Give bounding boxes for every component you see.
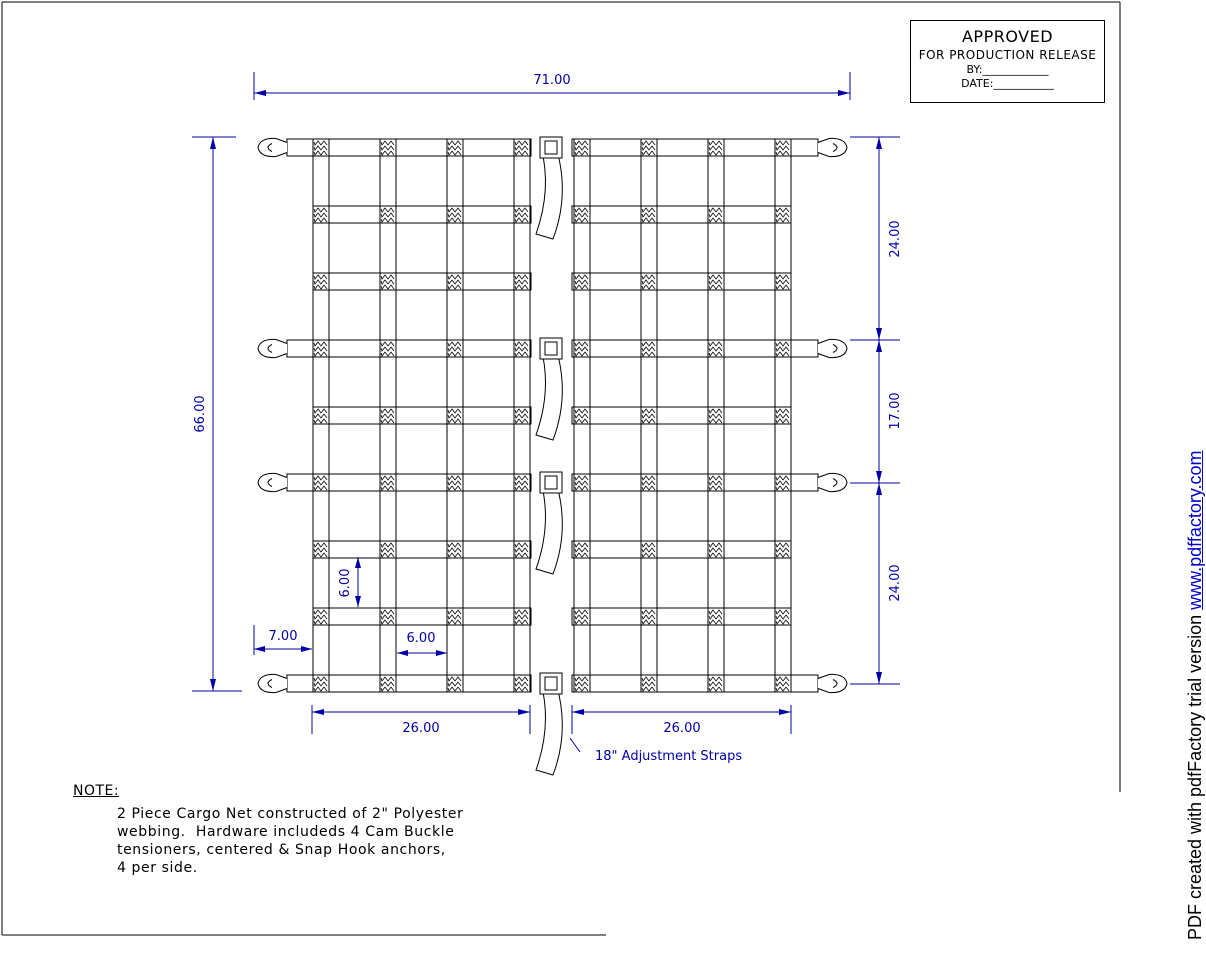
stitch-box <box>641 139 657 156</box>
stitch-box <box>380 273 396 290</box>
stitch-box <box>641 273 657 290</box>
dim-spacing-top: 24.00 <box>888 220 903 258</box>
approval-stamp <box>910 20 1105 103</box>
approval-title: APPROVED <box>961 27 1054 46</box>
stitch-box <box>641 608 657 625</box>
watermark-text: PDF created with pdfFactory trial version <box>1185 614 1205 940</box>
stitch-box <box>313 541 329 558</box>
stitch-box <box>380 340 396 357</box>
stitch-box <box>380 407 396 424</box>
stitch-box <box>708 273 724 290</box>
horizontal-strap <box>313 541 531 558</box>
stitch-box <box>775 541 791 558</box>
stitch-box <box>708 139 724 156</box>
stitch-box <box>775 608 791 625</box>
stitch-box <box>574 407 590 424</box>
stitch-box <box>447 608 463 625</box>
stitch-box <box>708 340 724 357</box>
stitch-box <box>380 608 396 625</box>
stitch-box <box>380 675 396 692</box>
adjustment-strap <box>536 348 562 440</box>
cargo-net <box>258 137 847 775</box>
stitch-box <box>641 541 657 558</box>
dim-edge-offset: 7.00 <box>268 629 298 644</box>
dim-cell-height: 6.00 <box>338 568 353 598</box>
snap-hook-icon <box>818 473 847 491</box>
stitch-box <box>775 273 791 290</box>
dim-overall-height: 66.00 <box>193 395 208 433</box>
stitch-box <box>708 608 724 625</box>
stitch-box <box>514 675 530 692</box>
adjustment-strap <box>536 147 562 239</box>
dim-half-width-left: 26.00 <box>402 721 440 736</box>
note-line: webbing. Hardware includeds 4 Cam Buckle <box>117 824 455 840</box>
snap-hook-icon <box>818 138 847 156</box>
stitch-box <box>574 139 590 156</box>
snap-hook-icon <box>258 674 287 692</box>
horizontal-strap <box>572 407 791 424</box>
watermark-link[interactable]: www.pdffactory.com <box>1185 450 1205 610</box>
horizontal-strap <box>313 206 531 223</box>
snap-hook-icon <box>818 674 847 692</box>
stitch-box <box>447 474 463 491</box>
dim-cell-width: 6.00 <box>406 631 436 646</box>
approval-release: FOR PRODUCTION RELEASE <box>918 48 1097 62</box>
note-block <box>73 783 463 877</box>
stitch-box <box>574 206 590 223</box>
stitch-box <box>641 340 657 357</box>
note-line: tensioners, centered & Snap Hook anchors, <box>117 842 446 858</box>
stitch-box <box>514 541 530 558</box>
stitch-box <box>775 407 791 424</box>
stitch-box <box>313 340 329 357</box>
dim-overall-width: 71.00 <box>533 73 571 88</box>
stitch-box <box>641 206 657 223</box>
stitch-box <box>380 541 396 558</box>
stitch-box <box>775 474 791 491</box>
stitch-box <box>380 474 396 491</box>
stitch-box <box>447 273 463 290</box>
stitch-box <box>514 608 530 625</box>
stitch-box <box>514 206 530 223</box>
stitch-box <box>313 407 329 424</box>
stitch-box <box>708 541 724 558</box>
stitch-box <box>641 675 657 692</box>
stitch-box <box>447 139 463 156</box>
stitch-box <box>641 474 657 491</box>
stitch-box <box>574 608 590 625</box>
stitch-box <box>708 206 724 223</box>
snap-hook-icon <box>258 339 287 357</box>
note-line: 4 per side. <box>117 860 198 876</box>
stitch-box <box>447 675 463 692</box>
stitch-box <box>574 675 590 692</box>
stitch-box <box>574 541 590 558</box>
pdf-watermark <box>1185 450 1206 940</box>
approval-by-field: BY:____________ <box>966 63 1049 76</box>
stitch-box <box>514 139 530 156</box>
note-body <box>117 805 463 877</box>
stitch-box <box>514 273 530 290</box>
stitch-box <box>380 206 396 223</box>
adjustment-strap <box>536 683 562 775</box>
stitch-box <box>514 340 530 357</box>
stitch-box <box>313 474 329 491</box>
stitch-box <box>514 474 530 491</box>
stitch-box <box>641 407 657 424</box>
snap-hook-icon <box>258 473 287 491</box>
cam-buckle-inner <box>545 342 557 355</box>
stitch-box <box>574 340 590 357</box>
snap-hook-icon <box>258 138 287 156</box>
stitch-box <box>775 206 791 223</box>
note-heading: NOTE: <box>73 783 120 799</box>
horizontal-strap <box>572 206 791 223</box>
stitch-box <box>380 139 396 156</box>
stitch-box <box>313 675 329 692</box>
horizontal-strap <box>313 608 531 625</box>
stitch-box <box>574 273 590 290</box>
horizontal-strap <box>572 273 791 290</box>
note-line: 2 Piece Cargo Net constructed of 2" Polyester <box>117 806 464 822</box>
stitch-box <box>447 206 463 223</box>
stitch-box <box>514 407 530 424</box>
stitch-box <box>447 407 463 424</box>
stitch-box <box>708 474 724 491</box>
stitch-box <box>775 675 791 692</box>
stitch-box <box>313 206 329 223</box>
stitch-box <box>708 407 724 424</box>
stitch-box <box>447 340 463 357</box>
stitch-box <box>313 273 329 290</box>
dim-spacing-middle: 17.00 <box>888 392 903 430</box>
cam-buckle-inner <box>545 677 557 690</box>
stitch-box <box>313 608 329 625</box>
horizontal-strap <box>313 273 531 290</box>
stitch-box <box>708 675 724 692</box>
dim-half-width-right: 26.00 <box>663 721 701 736</box>
cam-buckle-inner <box>545 141 557 154</box>
stitch-box <box>313 139 329 156</box>
adjustment-strap-callout: 18" Adjustment Straps <box>595 749 743 764</box>
stitch-box <box>447 541 463 558</box>
approval-date-field: DATE:___________ <box>961 77 1054 90</box>
horizontal-strap <box>313 407 531 424</box>
adjustment-strap <box>536 482 562 574</box>
cam-buckle-inner <box>545 476 557 489</box>
stitch-box <box>775 139 791 156</box>
horizontal-strap <box>572 608 791 625</box>
stitch-box <box>574 474 590 491</box>
stitch-box <box>775 340 791 357</box>
dim-spacing-bottom: 24.00 <box>888 564 903 602</box>
horizontal-strap <box>572 541 791 558</box>
snap-hook-icon <box>818 339 847 357</box>
